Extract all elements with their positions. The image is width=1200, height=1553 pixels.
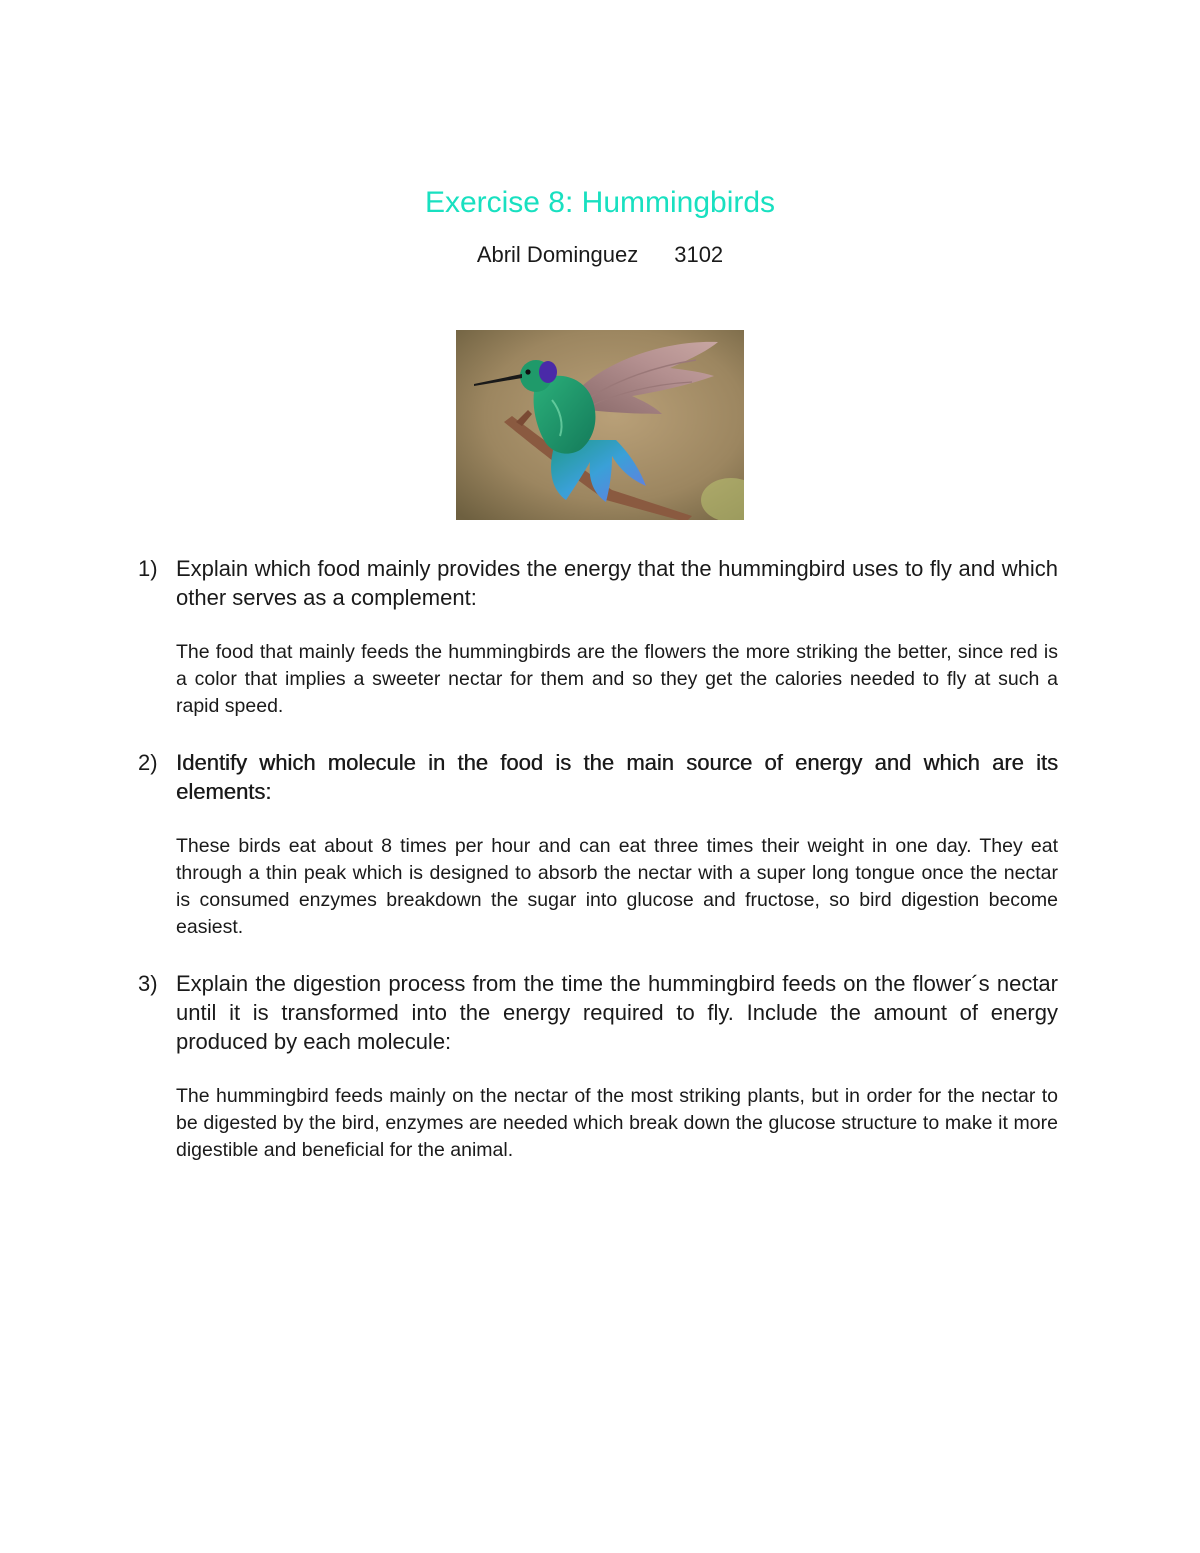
answer-text: These birds eat about 8 times per hour and can eat three times their weight in one day. They eat through a thin peak which is designed to absorb the nectar with a super long tongue once the nectar is consumed enzymes breakdown the sugar into glucose and fructose, so bird digestion become easiest. xyxy=(176,835,1058,938)
question-item xyxy=(138,748,1058,941)
hummingbird-illustration xyxy=(456,330,744,520)
question-number: 3) xyxy=(138,971,158,996)
question-text: Identify which molecule in the food is the main source of energy and which are its elements: xyxy=(176,750,1058,804)
answer-text: The hummingbird feeds mainly on the nectar of the most striking plants, but in order for the nectar to be digested by the bird, enzymes are needed which break down the glucose structure to make it more digestible and beneficial for the animal. xyxy=(176,1085,1058,1161)
question-list xyxy=(138,554,1058,1164)
author-name: Abril Dominguez xyxy=(476,242,639,267)
byline xyxy=(0,240,1200,270)
page-title: Exercise 8: Hummingbirds xyxy=(424,186,776,219)
question-item xyxy=(138,554,1058,720)
question-text: Explain the digestion process from the time the hummingbird feeds on the flower´s nectar until it is transformed into the energy required to fly. Include the amount of energy produced by each molecule: xyxy=(176,971,1058,1054)
student-code: 3102 xyxy=(674,242,724,267)
question-item xyxy=(138,969,1058,1164)
hummingbird-photo xyxy=(456,330,744,520)
question-number: 1) xyxy=(138,556,158,581)
answer-text: The food that mainly feeds the hummingbirds are the flowers the more striking the better, since red is a color that implies a sweeter nectar for them and so they get the calories needed to fly at such a rapid speed. xyxy=(176,641,1058,717)
question-text: Explain which food mainly provides the energy that the hummingbird uses to fly and which other serves as a complement: xyxy=(176,556,1058,610)
question-number: 2) xyxy=(138,750,158,775)
